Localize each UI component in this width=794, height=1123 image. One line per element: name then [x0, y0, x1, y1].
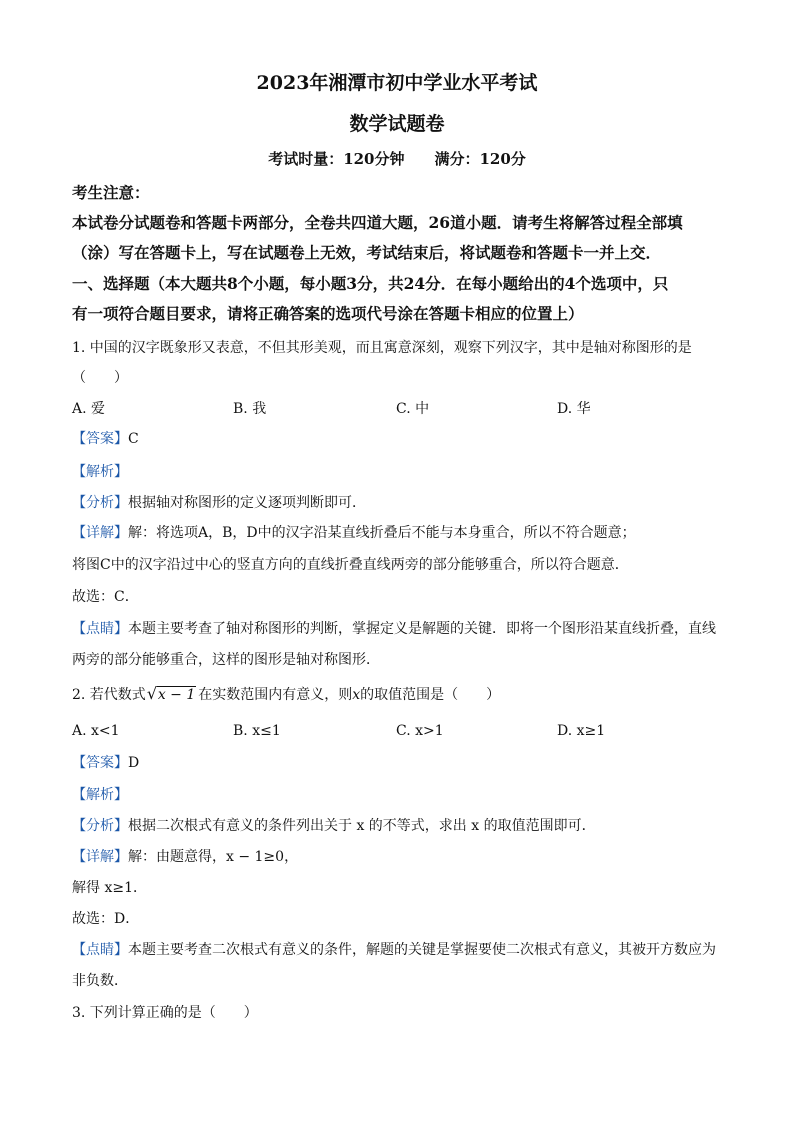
- answer-tag: 【答案】: [72, 755, 128, 771]
- notice-heading: 考生注意：: [72, 183, 150, 202]
- q2-dianjing: [72, 943, 716, 957]
- q2-fenxi: [72, 819, 596, 833]
- q2-option-d: D. x≥1: [557, 723, 606, 739]
- q3-stem: 3. 下列计算正确的是（ ）: [72, 1005, 258, 1021]
- q2-option-a: A. x<1: [72, 723, 120, 739]
- q1-option-d: D. 华: [557, 401, 591, 417]
- section-heading-line-2: 有一项符合题目要求，请将正确答案的选项代号涂在答题卡相应的位置上）: [72, 304, 584, 323]
- q1-analysis-tag: 【解析】: [72, 464, 128, 480]
- q1-dianjing: [72, 622, 716, 636]
- q1-dianjing-line-2: 两旁的部分能够重合，这样的图形是轴对称图形．: [72, 652, 380, 668]
- q2-stem-pre: 2. 若代数式: [72, 687, 146, 703]
- q1-xiangjie-text-1: 解：将选项A，B，D中的汉字沿某直线折叠后不能与本身重合，所以不符合题意；: [128, 525, 636, 541]
- q1-choice: 故选：C．: [72, 589, 139, 605]
- q2-dianjing-text-1: 本题主要考查二次根式有意义的条件，解题的关键是掌握要使二次根式有意义，其被开方数应为: [128, 942, 716, 958]
- q2-answer: [72, 756, 139, 770]
- q1-option-a: A. 爱: [72, 401, 106, 417]
- q2-dianjing-line-2: 非负数．: [72, 973, 128, 989]
- q1-answer: [72, 432, 139, 446]
- q2-xiangjie: [72, 850, 298, 864]
- q2-stem-post: 的取值范围是（ ）: [360, 687, 501, 703]
- fenxi-tag: 【分析】: [72, 818, 128, 834]
- q2-choice: 故选：D．: [72, 911, 140, 927]
- dianjing-tag: 【点睛】: [72, 621, 128, 637]
- q1-paren: （ ）: [72, 370, 128, 386]
- sqrt-expression: [148, 688, 196, 702]
- notice-line-2: （涂）写在答题卡上，写在试题卷上无效，考试结束后，将试题卷和答题卡一并上交．: [72, 243, 662, 262]
- dianjing-tag: 【点睛】: [72, 942, 128, 958]
- q2-option-b: B. x≤1: [233, 723, 281, 739]
- q2-stem-mid: 在实数范围内有意义，则: [198, 687, 353, 703]
- q2-answer-value: D: [128, 755, 140, 771]
- q1-fenxi-text: 根据轴对称图形的定义逐项判断即可．: [128, 495, 366, 511]
- q1-stem: 1. 中国的汉字既象形又表意，不但其形美观，而且寓意深刻，观察下列汉字，其中是轴对称图形的是: [72, 340, 692, 356]
- q2-option-c: C. x>1: [396, 723, 444, 739]
- exam-subtitle: 数学试题卷: [349, 113, 445, 135]
- xiangjie-tag: 【详解】: [72, 525, 128, 541]
- q2-xiangjie-text-1: 解：由题意得，x − 1≥0，: [128, 849, 299, 865]
- q1-option-b: B. 我: [233, 401, 267, 417]
- q2-stem: [72, 688, 500, 702]
- q1-fenxi: [72, 496, 366, 510]
- q2-stem-var: x: [352, 687, 361, 703]
- q1-answer-value: C: [128, 431, 139, 447]
- exam-title: 2023年湘潭市初中学业水平考试: [256, 72, 538, 94]
- q1-xiangjie-line-2: 将图C中的汉字沿过中心的竖直方向的直线折叠直线两旁的部分能够重合，所以符合题意．: [72, 557, 629, 573]
- notice-line-1: 本试卷分试题卷和答题卡两部分，全卷共四道大题，26道小题．请考生将解答过程全部填: [72, 213, 683, 232]
- xiangjie-tag: 【详解】: [72, 849, 128, 865]
- section-heading-line-1: 一、选择题（本大题共8个小题，每小题3分，共24分．在每小题给出的4个选项中，只: [72, 274, 669, 293]
- q1-xiangjie: [72, 526, 636, 540]
- q2-xiangjie-line-2: 解得 x≥1．: [72, 880, 147, 896]
- q2-fenxi-text: 根据二次根式有意义的条件列出关于 x 的不等式，求出 x 的取值范围即可．: [128, 818, 596, 834]
- q1-option-c: C. 中: [396, 401, 430, 417]
- q1-dianjing-text-1: 本题主要考查了轴对称图形的判断，掌握定义是解题的关键．即将一个图形沿某直线折叠，直线: [128, 621, 716, 637]
- q2-radicand: x − 1: [157, 687, 196, 703]
- exam-info: 考试时量：120分钟 满分：120分: [268, 150, 526, 168]
- fenxi-tag: 【分析】: [72, 495, 128, 511]
- q2-analysis-tag: 【解析】: [72, 787, 128, 803]
- answer-tag: 【答案】: [72, 431, 128, 447]
